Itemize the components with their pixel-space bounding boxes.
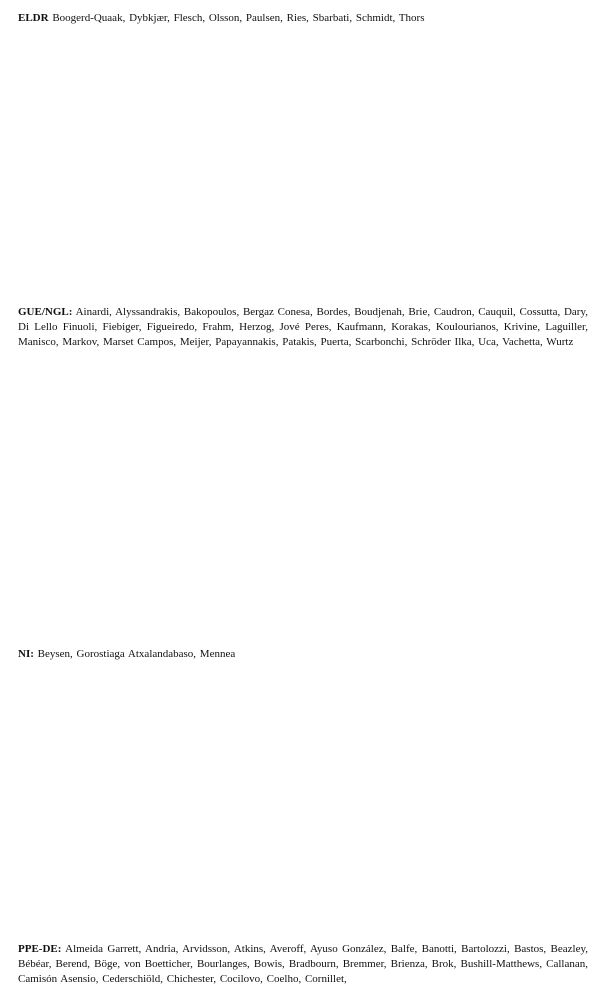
member-list: Almeida Garrett, Andria, Arvidsson, Atkins, Averoff, Ayuso González, Balfe, Banotti, Bartolozzi, Bastos, Beazley, Bébéar, Berend, Böge, von Boetticher, Bourlanges, Bowis, Bradbourn, Bremmer, Brienza, Brok, Bushill-Matthews, Callanan, Camisón Asensio, Cederschiöld, Chichester, Cocilovo, Coelho, Cornillet, <box>18 943 588 985</box>
group-name: PPE-DE: <box>18 943 62 955</box>
group-name: GUE/NGL: <box>18 306 73 318</box>
member-list: Boogerd-Quaak, Dybkjær, Flesch, Olsson, Paulsen, Ries, Sbarbati, Schmidt, Thors <box>52 12 425 24</box>
group-section-eldr <box>18 11 588 26</box>
group-section-ni <box>18 647 588 662</box>
group-name: ELDR <box>18 12 49 24</box>
group-section-gue-ngl <box>18 305 588 350</box>
member-list: Beysen, Gorostiaga Atxalandabaso, Mennea <box>37 648 236 660</box>
group-name: NI: <box>18 648 34 660</box>
member-list: Ainardi, Alyssandrakis, Bakopoulos, Bergaz Conesa, Bordes, Boudjenah, Brie, Caudron, Cauquil, Cossutta, Dary, Di Lello Finuoli, Fiebiger, Figueiredo, Frahm, Herzog, Jové Peres, Kaufmann, Korakas, Koulourianos, Krivine, Laguiller, Manisco, Markov, Marset Campos, Meijer, Papayannakis, Patakis, Puerta, Scarbonchi, Schröder Ilka, Uca, Vachetta, Wurtz <box>18 306 588 348</box>
group-section-ppe-de <box>18 942 588 987</box>
